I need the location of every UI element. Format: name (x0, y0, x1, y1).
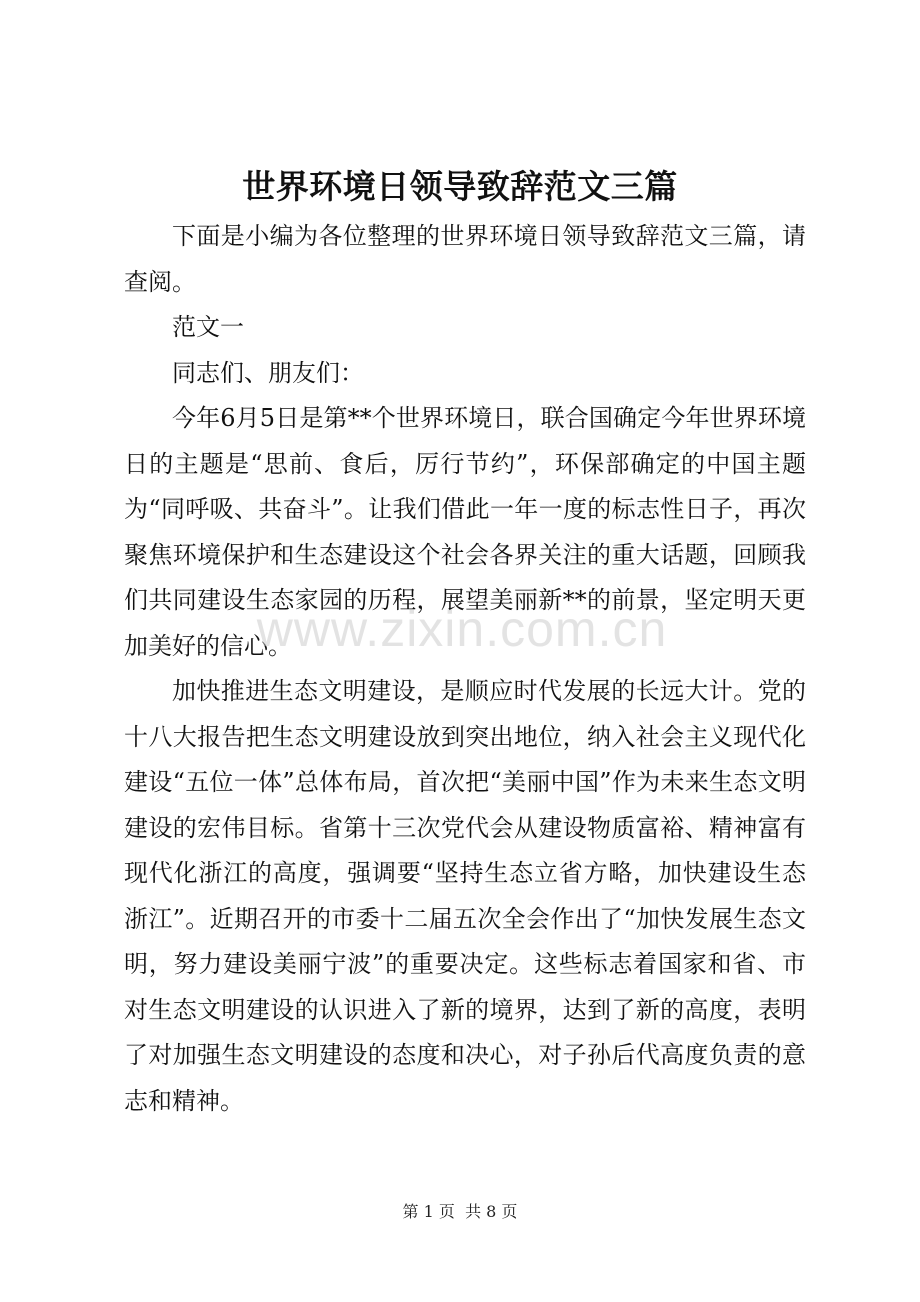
document-title: 世界环境日领导致辞范文三篇 (242, 167, 678, 206)
page-total: 共 8 页 (465, 1202, 518, 1221)
paragraph-salutation: 同志们、朋友们： (172, 358, 364, 387)
paragraph-body-2: 加快推进生态文明建设，是顺应时代发展的长远大计。党的十八大报告把生态文明建设放到突出地位，纳入社会主义现代化建设“五位一体”总体布局，首次把“美丽中国”作为未来生态文明建设的宏伟目标。省第十三次党代会从建设物质富裕、精神富有现代化浙江的高度，强调要“坚持生态立省方略，加快建设生态浙江”。近期召开的市委十二届五次全会作出了“加快发展生态文明，努力建设美丽宁波”的重要决定。这些标志着国家和省、市对生态文明建设的认识进入了新的境界，达到了新的高度，表明了对加强生态文明建设的态度和决心，对子孙后代高度负责的意志和精神。 (124, 677, 806, 1115)
page-footer (0, 1200, 920, 1224)
document-body (124, 214, 806, 1124)
paragraph-intro: 下面是小编为各位整理的世界环境日领导致辞范文三篇，请查阅。 (124, 222, 806, 296)
paragraph-body-1: 今年6月5日是第**个世界环境日，联合国确定今年世界环境日的主题是“思前、食后，厉行节约”，环保部确定的中国主题为“同呼吸、共奋斗”。让我们借此一年一度的标志性日子，再次聚焦环境保护和生态建设这个社会各界关注的重大话题，回顾我们共同建设生态家园的历程，展望美丽新**的前景，坚定明天更加美好的信心。 (124, 404, 806, 660)
page-number: 第 1 页 (402, 1202, 455, 1221)
paragraph-section-heading: 范文一 (172, 313, 244, 341)
watermark: www.zixin.com.cn (256, 601, 668, 657)
